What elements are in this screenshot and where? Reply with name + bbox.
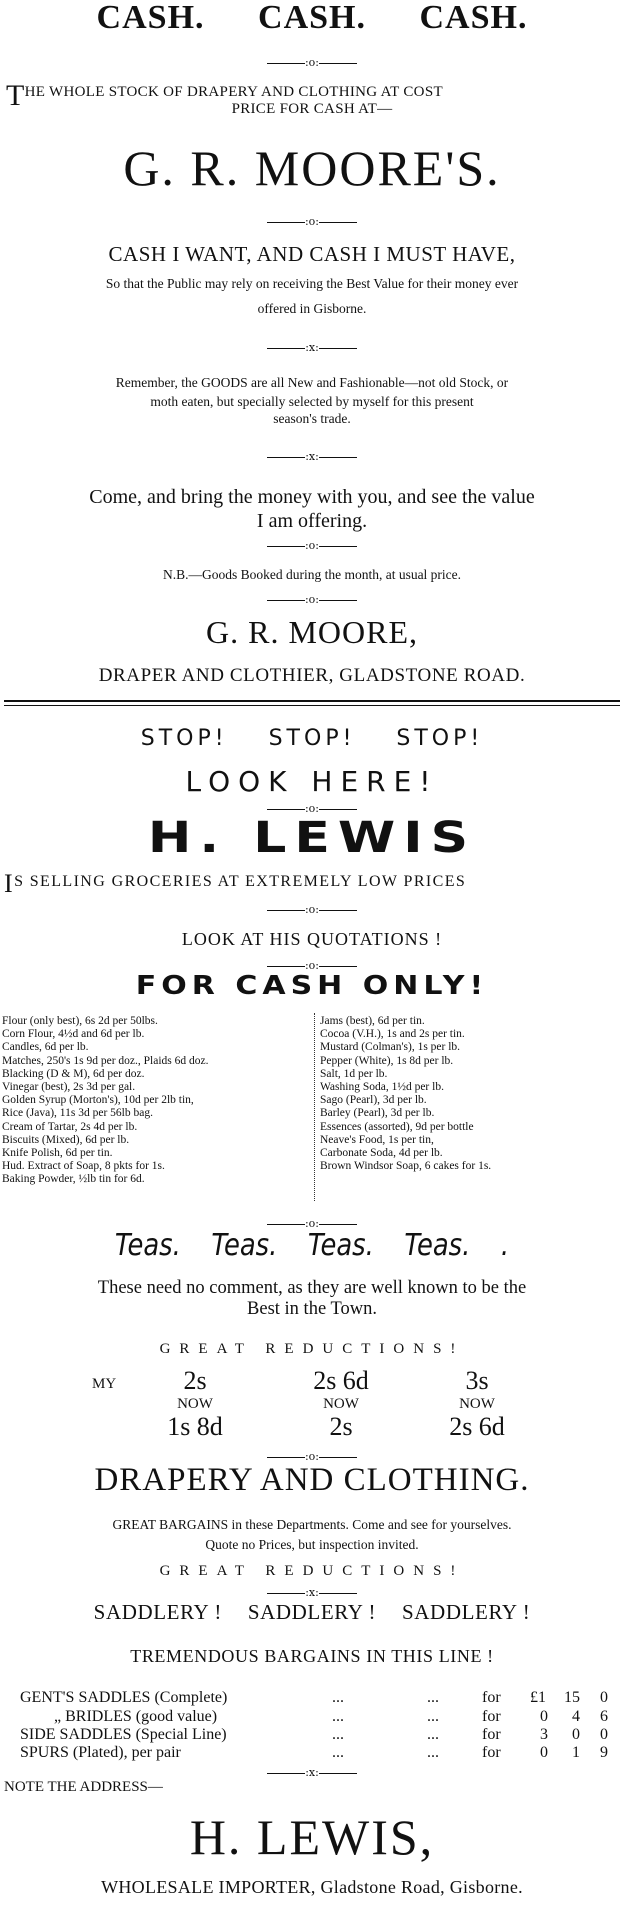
price-item: Hud. Extract of Soap, 8 pkts for 1s. xyxy=(2,1160,165,1173)
price-item: Washing Soda, 1½d per lb. xyxy=(320,1081,444,1094)
price-item: Golden Syrup (Morton's), 10d per 2lb tin, xyxy=(2,1094,194,1107)
price-item: Biscuits (Mixed), 6d per lb. xyxy=(2,1133,130,1146)
price-list-left xyxy=(2,1015,209,1187)
price-item: Sago (Pearl), 3d per lb. xyxy=(320,1094,427,1107)
advert-divider xyxy=(4,700,620,702)
price-item: Jams (best), 6d per tin. xyxy=(320,1015,425,1027)
look-here-heading: LOOK HERE! xyxy=(185,765,439,798)
price-item: Vinegar (best), 2s 3d per gal. xyxy=(2,1081,136,1094)
price-item: Matches, 250's 1s 9d per doz., Plaids 6d doz. xyxy=(2,1054,209,1067)
nb-note: N.B.—Goods Booked during the month, at usual price. xyxy=(162,567,462,582)
moore-trade-line: DRAPER AND CLOTHIER, GLADSTONE ROAD. xyxy=(98,665,526,686)
separator: :o: xyxy=(0,803,624,815)
intro-line-2: PRICE FOR CASH AT— xyxy=(231,101,393,117)
separator: :x: xyxy=(0,342,624,354)
separator: :o: xyxy=(0,960,624,972)
price-item: Blacking (D & M), 6d per doz. xyxy=(2,1067,145,1080)
price-item: Baking Powder, ½lb tin for 6d. xyxy=(2,1173,145,1186)
price-item: Corn Flour, 4½d and 6d per lb. xyxy=(2,1028,145,1041)
price-item: Neave's Food, 1s per tin, xyxy=(320,1133,434,1146)
now-label: NOW xyxy=(177,1396,213,1412)
new-price: 1s 8d xyxy=(167,1412,223,1441)
remember-line-1: Remember, the GOODS are all New and Fashionable—not old Stock, or xyxy=(115,375,509,390)
price-item: Salt, 1d per lb. xyxy=(320,1067,388,1080)
cash-want-heading: CASH I WANT, AND CASH I MUST HAVE, xyxy=(108,242,516,266)
separator: :o: xyxy=(0,540,624,552)
old-price: 2s xyxy=(183,1366,207,1395)
drop-capital: I xyxy=(4,869,15,898)
separator: :x: xyxy=(0,1767,624,1779)
bargains-line-1: GREAT BARGAINS in these Departments. Come and see for yourselves. xyxy=(112,1517,512,1532)
great-reductions: GREAT REDUCTIONS! xyxy=(159,1341,465,1357)
my-label: MY xyxy=(92,1376,117,1392)
price-item: Mustard (Colman's), 1s per lb. xyxy=(320,1041,461,1054)
advert-divider xyxy=(4,705,620,706)
now-label: NOW xyxy=(459,1396,495,1412)
intro-text: HE WHOLE STOCK OF DRAPERY AND CLOTHING AT COST xyxy=(24,84,443,100)
new-price: 2s xyxy=(329,1412,353,1441)
separator: :o: xyxy=(0,57,624,69)
drop-capital: T xyxy=(6,79,25,112)
saddle-item: GENT'S SADDLES (Complete) xyxy=(20,1689,228,1706)
price-item: Pepper (White), 1s 8d per lb. xyxy=(320,1054,454,1067)
price-item: Brown Windsor Soap, 6 cakes for 1s. xyxy=(320,1160,492,1173)
price-item: Knife Polish, 6d per tin. xyxy=(2,1147,113,1160)
saddle-item: „ BRIDLES (good value) xyxy=(54,1708,218,1725)
old-price: 3s xyxy=(465,1366,489,1395)
price-item: Carbonate Soda, 4d per lb. xyxy=(320,1147,443,1160)
drapery-heading: DRAPERY AND CLOTHING. xyxy=(94,1462,530,1498)
price-item: Rice (Java), 11s 3d per 56lb bag. xyxy=(2,1107,153,1120)
public-line-2: offered in Gisborne. xyxy=(257,301,367,316)
stop-heading: STOP! STOP! STOP! xyxy=(140,726,484,751)
selling-line: IS SELLING GROCERIES AT EXTREMELY LOW PRICES xyxy=(4,869,467,898)
public-line-1: So that the Public may rely on receiving the Best Value for their money ever xyxy=(105,276,519,291)
separator: :o: xyxy=(0,904,624,916)
price-item: Cream of Tartar, 2s 4d per lb. xyxy=(2,1120,138,1133)
tremendous-heading: TREMENDOUS BARGAINS IN THIS LINE ! xyxy=(130,1646,494,1666)
note-address: NOTE THE ADDRESS— xyxy=(4,1779,163,1795)
price-item: Flour (only best), 6s 2d per 50lbs. xyxy=(2,1015,158,1027)
separator: :x: xyxy=(0,1587,624,1599)
lewis-name-banner: H. LEWIS xyxy=(147,813,477,863)
column-divider xyxy=(314,1013,315,1201)
great-reductions-2: GREAT REDUCTIONS! xyxy=(159,1563,465,1579)
remember-line-3: season's trade. xyxy=(273,411,351,426)
footer-address: WHOLESALE IMPORTER, Gladstone Road, Gisborne. xyxy=(101,1877,523,1897)
come-line-1: Come, and bring the money with you, and see the value xyxy=(89,486,535,508)
remember-line-2: moth eaten, but specially selected by myself for this present xyxy=(150,394,474,409)
saddlery-heading: SADDLERY ! SADDLERY ! SADDLERY ! xyxy=(93,1600,531,1624)
cash-heading xyxy=(0,0,624,36)
now-label: NOW xyxy=(323,1396,359,1412)
separator: :o: xyxy=(0,1218,624,1230)
comment-line-1: These need no comment, as they are well known to be the xyxy=(97,1278,527,1298)
price-item: Essences (assorted), 9d per bottle xyxy=(320,1120,474,1133)
teas-heading: Teas. Teas. Teas. Teas. . xyxy=(114,1228,510,1263)
newspaper-page: CASH. CASH. CASH. :o: THE WHOLE STOCK OF DRAPERY AND CLOTHING AT COST PRICE FOR CASH AT— G. R. MOORE'S. :o: CASH I WANT, AND CASH I MUST HAVE, So that the Public may rely on receiving the Best Value for their money ever offered in Gisborne. :x: Remember, the GOODS are all New and Fashionable—not old Stock, or moth eaten, but specially selected by myself for this present season's trade. :x: Come, and bring the money with you, and see the value I am offering. :o: N.B.—Goods Booked during the month, at usual price. :o: G. R. MOORE, DRAPER AND CLOTHIER, GLADSTONE ROAD. STOP! STOP! STOP! LOOK HERE! :o: H. LEWIS IS SELLING GROCERIES AT EXTREMELY LOW PRICES :o: LOOK AT HIS QUOTATIONS ! :o: FOR CASH ONLY! Flour (only best), 6s 2d per 50lbs. Corn Flour, 4½d and 6d per lb. Candles, 6d per lb. Matches, 250's 1s 9d per doz., Plaids 6d doz. Blacking (D & M), 6d per doz. Vinegar (best), 2s 3d per gal. Golden Syrup (Morton's), 10d per 2lb tin, Rice (Java), 11s 3d per 56lb bag. Cream of Tartar, 2s 4d per lb. Biscuits (Mixed), 6d per lb. Knife Polish, 6d per tin. Hud. Extract of Soap, 8 pkts for 1s. Baking Powder, ½lb tin for 6d. Jams (best), 6d per tin. Cocoa (V.H.), 1s and 2s per tin. Mustard (Colman's), 1s per lb. Pepper (White), 1s 8d per lb. Salt, 1d per lb. Washing Soda, 1½d per lb. Sago (Pearl), 3d per lb. Barley (Pearl), 3d per lb. Essences (assorted), 9d per bottle Neave's Food, 1s per tin, Carbonate Soda, 4d per lb. Brown Windsor Soap, 6 cakes for 1s. :o: Teas. Teas. Teas. Teas. . These need no comment, as they are well known to be the Best in the Town. GREAT REDUCTIONS! MY 2s 2s 6d 3s NOW NOW NOW 1s 8d 2s 2s 6d :o: DRAPERY AND CLOTHING. GREAT BARGAINS in these Departments. Come and see for yourselves. Quote no Prices, but inspection invited. GREAT REDUCTIONS! :x: SADDLERY ! SADDLERY ! SADDLERY ! TREMENDOUS BARGAINS IN THIS LINE ! GENT'S SADDLES (Complete) ... ... for £1 15 0 „ BRIDLES (good value) ... ... for 0 4 6 SIDE SADDLES (Special Line) ... ... for 3 0 0 SPURS (Plated), per pair ... ... for 0 1 9 :x: NOTE THE ADDRESS— H. LEWIS, WHOLESALE IMPORTER, Gladstone Road, Gisborne. xyxy=(0,0,624,1906)
separator: :o: xyxy=(0,594,624,606)
saddle-item: SPURS (Plated), per pair xyxy=(20,1744,181,1761)
separator: :o: xyxy=(0,1451,624,1463)
come-line-2: I am offering. xyxy=(256,510,368,532)
lewis-name-footer: H. LEWIS, xyxy=(189,1809,435,1865)
cash-word: CASH. xyxy=(419,0,528,36)
price-list-right xyxy=(320,1015,491,1173)
cash-word: CASH. xyxy=(96,0,205,36)
moore-signature: G. R. MOORE, xyxy=(205,614,418,650)
old-price: 2s 6d xyxy=(313,1366,369,1395)
cash-word: CASH. xyxy=(258,0,366,36)
comment-line-2: Best in the Town. xyxy=(247,1299,377,1319)
separator: :x: xyxy=(0,451,624,463)
price-item: Barley (Pearl), 3d per lb. xyxy=(320,1107,435,1120)
price-item: Candles, 6d per lb. xyxy=(2,1041,89,1054)
separator: :o: xyxy=(0,216,624,228)
look-quotations: LOOK AT HIS QUOTATIONS ! xyxy=(181,929,443,949)
moore-name-heading: G. R. MOORE'S. xyxy=(123,140,501,196)
for-cash-only-banner: FOR CASH ONLY! xyxy=(135,971,489,1001)
new-price: 2s 6d xyxy=(449,1412,505,1441)
price-item: Cocoa (V.H.), 1s and 2s per tin. xyxy=(320,1028,465,1041)
bargains-line-2: Quote no Prices, but inspection invited. xyxy=(205,1537,419,1552)
saddle-item: SIDE SADDLES (Special Line) xyxy=(20,1726,227,1743)
